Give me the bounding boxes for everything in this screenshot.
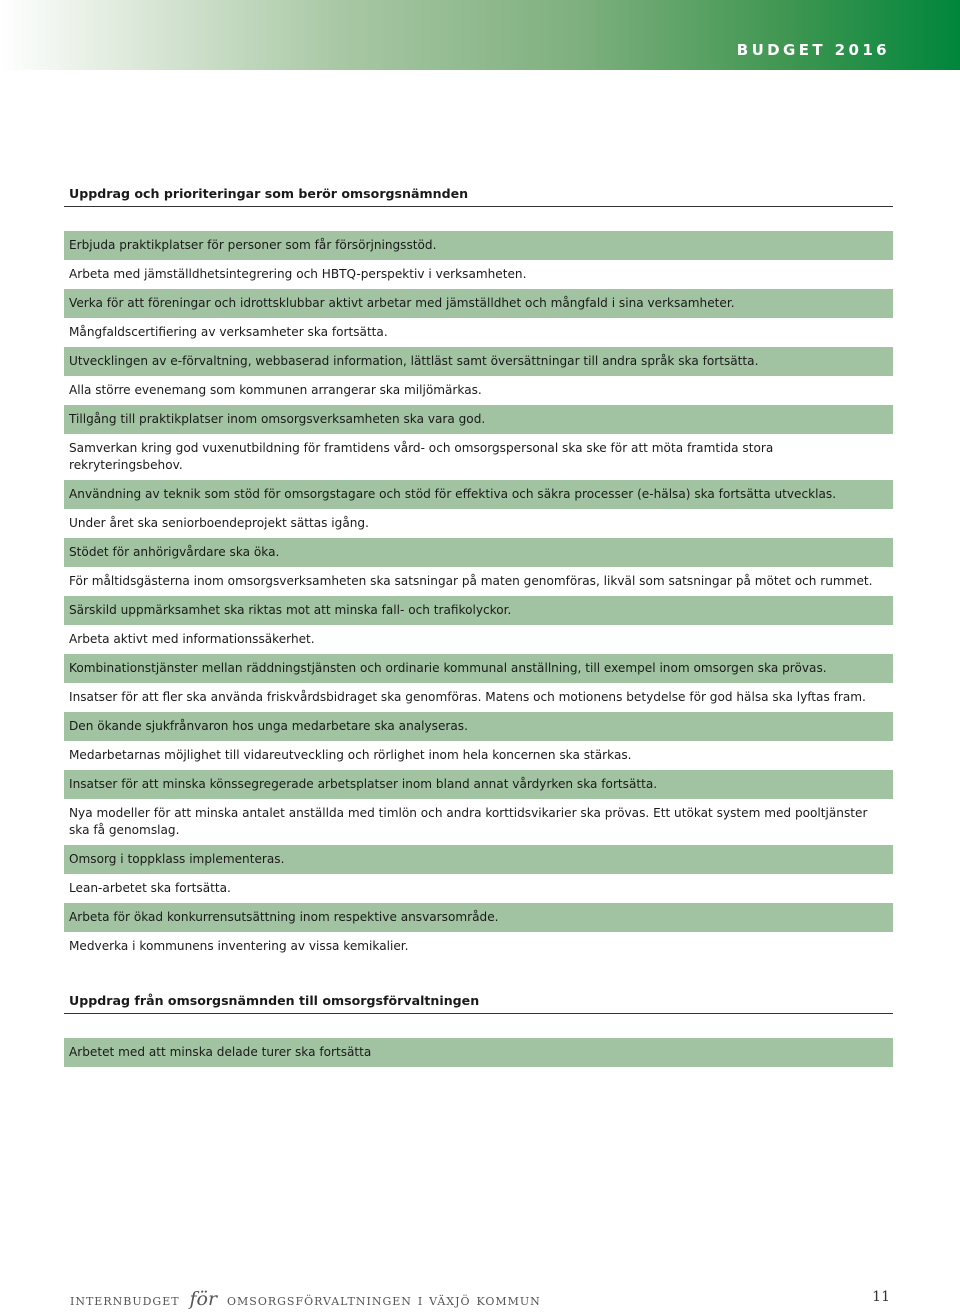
list-item: Medverka i kommunens inventering av vissa kemikalier. [69, 939, 409, 953]
list-item: Stödet för anhörigvårdare ska öka. [64, 538, 893, 567]
list-item: Den ökande sjukfrånvaron hos unga medarbetare ska analyseras. [64, 712, 893, 741]
section-heading: Uppdrag från omsorgsnämnden till omsorgsförvaltningen [64, 992, 893, 1014]
list-item: Arbeta med jämställdhetsintegrering och HBTQ-perspektiv i verksamheten. [69, 267, 527, 281]
list-item: Verka för att föreningar och idrottsklubbar aktivt arbetar med jämställdhet och mångfald i sina verksamheter. [64, 289, 893, 318]
footer-part-for: för [189, 1288, 218, 1310]
section-uppdrag-forvaltningen [64, 992, 893, 1067]
list-item: Tillgång till praktikplatser inom omsorgsverksamheten ska vara god. [64, 405, 893, 434]
section-heading: Uppdrag och prioriteringar som berör omsorgsnämnden [64, 185, 893, 207]
list-item: Omsorg i toppklass implementeras. [64, 845, 893, 874]
item-list [64, 231, 893, 961]
page-number: 11 [872, 1289, 890, 1305]
list-item: Lean-arbetet ska fortsätta. [69, 881, 231, 895]
list-item: Kombinationstjänster mellan räddningstjänsten och ordinarie kommunal anställning, till exempel inom omsorgen ska prövas. [64, 654, 893, 683]
section-uppdrag-prioriteringar [64, 185, 893, 961]
header-title: BUDGET 2016 [736, 41, 890, 59]
list-item: För måltidsgästerna inom omsorgsverksamheten ska satsningar på maten genomföras, likväl som satsningar på mötet och rummet. [69, 574, 873, 588]
header-band [0, 0, 960, 70]
item-list [64, 1038, 893, 1067]
footer-publication-title [70, 1288, 541, 1310]
list-item: Mångfaldscertifiering av verksamheter ska fortsätta. [69, 325, 388, 339]
footer-part-internbudget: internbudget [70, 1291, 180, 1309]
list-item: Alla större evenemang som kommunen arrangerar ska miljömärkas. [69, 383, 482, 397]
list-item: Nya modeller för att minska antalet anställda med timlön och andra korttidsvikarier ska prövas. Ett utökat system med pooltjänster ska få genomslag. [69, 806, 868, 837]
list-item: Insatser för att fler ska använda friskvårdsbidraget ska genomföras. Matens och motionens betydelse för god hälsa ska lyftas fram. [69, 690, 866, 704]
list-item: Erbjuda praktikplatser för personer som får försörjningsstöd. [64, 231, 893, 260]
list-item: Arbetet med att minska delade turer ska fortsätta [64, 1038, 893, 1067]
footer-part-organisation: omsorgsförvaltningen i växjö kommun [227, 1291, 541, 1309]
list-item: Användning av teknik som stöd för omsorgstagare och stöd för effektiva och säkra processer (e-hälsa) ska fortsätta utvecklas. [64, 480, 893, 509]
list-item: Under året ska seniorboendeprojekt sättas igång. [69, 516, 369, 530]
list-item: Arbeta aktivt med informationssäkerhet. [69, 632, 315, 646]
list-item: Arbeta för ökad konkurrensutsättning inom respektive ansvarsområde. [64, 903, 893, 932]
list-item: Samverkan kring god vuxenutbildning för framtidens vård- och omsorgspersonal ska ske för att möta framtida stora rekryteringsbehov. [69, 441, 774, 472]
list-item: Insatser för att minska könssegregerade arbetsplatser inom bland annat vårdyrken ska fortsätta. [64, 770, 893, 799]
list-item: Särskild uppmärksamhet ska riktas mot att minska fall- och trafikolyckor. [64, 596, 893, 625]
list-item: Medarbetarnas möjlighet till vidareutveckling och rörlighet inom hela koncernen ska stärkas. [69, 748, 632, 762]
list-item: Utvecklingen av e-förvaltning, webbaserad information, lättläst samt översättningar till andra språk ska fortsätta. [64, 347, 893, 376]
